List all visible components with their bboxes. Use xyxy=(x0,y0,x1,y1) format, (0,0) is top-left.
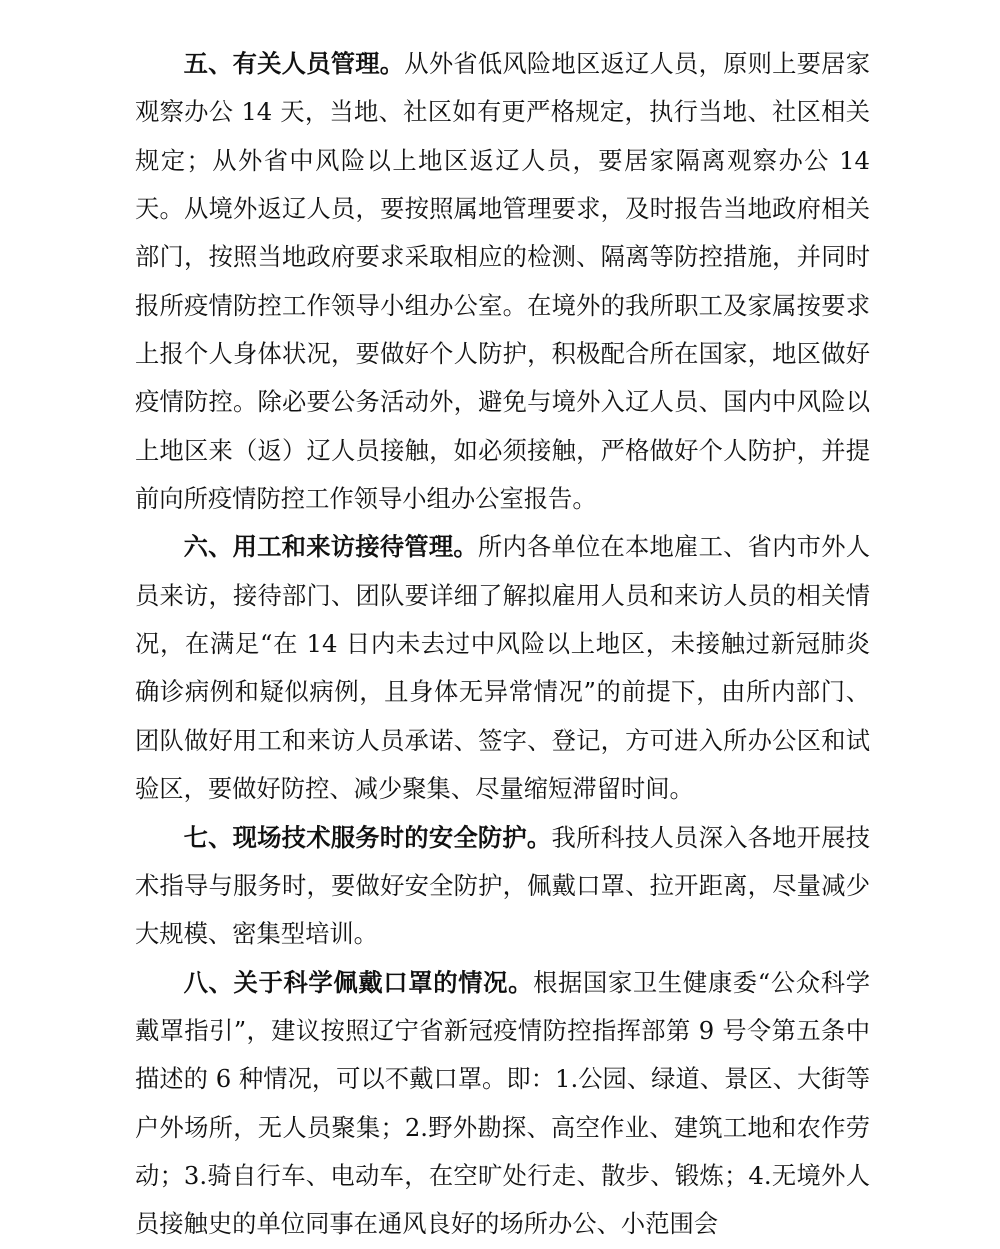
section-six-heading: 六、用工和来访接待管理。 xyxy=(183,532,478,562)
section-eight-paragraph xyxy=(135,959,870,1249)
section-five-text: 从外省低风险地区返辽人员，原则上要居家观察办公 14 天，当地、社区如有更严格规定，执行当地、社区相关规定；从外省中风险以上地区返辽人员，要居家隔离观察办公 14 天。从境外返辽人员，要按照属地管理要求，及时报告当地政府相关部门，按照当地政府要求采取相应的检测、隔离等防控措施，并同时报所疫情防控工作领导小组办公室。在境外的我所职工及家属按要求上报个人身体状况，要做好个人防护，积极配合所在国家，地区做好疫情防控。除必要公务活动外，避免与境外入辽人员、国内中风险以上地区来（返）辽人员接触，如必须接触，严格做好个人防护，并提前向所疫情防控工作领导小组办公室报告。 xyxy=(135,49,870,514)
section-seven-text: 我所科技人员深入各地开展技术指导与服务时，要做好安全防护，佩戴口罩、拉开距离，尽量减少大规模、密集型培训。 xyxy=(135,822,871,949)
section-five-paragraph xyxy=(135,40,870,523)
section-six-text: 所内各单位在本地雇工、省内市外人员来访，接待部门、团队要详细了解拟雇用人员和来访人员的相关情况，在满足“在 14 日内未去过中风险以上地区，未接触过新冠肺炎确诊病例和疑似病例，且身体无异常情况”的前提下，由所内部门、团队做好用工和来访人员承诺、签字、登记，方可进入所办公区和试验区，要做好防控、减少聚集、尽量缩短滞留时间。 xyxy=(135,532,871,804)
section-seven-heading: 七、现场技术服务时的安全防护。 xyxy=(183,822,552,852)
section-six-paragraph xyxy=(135,523,870,813)
section-eight-text: 根据国家卫生健康委“公众科学戴罩指引”，建议按照辽宁省新冠疫情防控指挥部第 9 号令第五条中描述的 6 种情况，可以不戴口罩。即：1.公园、绿道、景区、大街等户外场所，无人员聚集；2.野外勘探、高空作业、建筑工地和农作劳动；3.骑自行车、电动车，在空旷处行走、散步、锻炼；4.无境外人员接触史的单位同事在通风良好的场所办公、小范围会 xyxy=(135,967,871,1239)
section-seven-paragraph xyxy=(135,814,870,959)
section-five-heading: 五、有关人员管理。 xyxy=(183,49,405,78)
document-body xyxy=(135,40,870,1249)
section-eight-heading: 八、关于科学佩戴口罩的情况。 xyxy=(183,967,534,997)
